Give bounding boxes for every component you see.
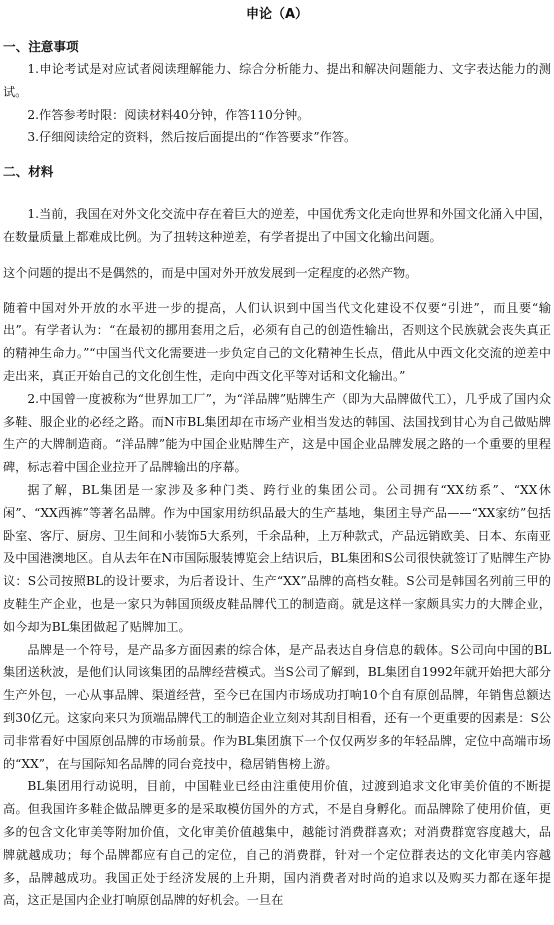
page-title: 申论（A） <box>245 7 309 22</box>
notes-item-1: 1.申论考试是对应试者阅读理解能力、综合分析能力、提出和解决问题能力、文字表达能力的测试。 <box>3 62 551 99</box>
section-heading-notes: 一、注意事项 <box>3 39 79 54</box>
notes-item-2: 2.作答参考时限：阅读材料40分钟，作答110分钟。 <box>27 107 310 122</box>
material-paragraph-3: 随着中国对外开放的水平进一步的提高，人们认识到中国当代文化建设不仅要“引进”，而且要“输出”。有学者认为：“在最初的挪用套用之后，必须有自己的创造性输出，否则这个民族就会丧失真正的精神生命力。”“中国当代文化需要进一步负定自己的文化精神生长点，借此从中西文化交流的逆差中走出来，真正开始自己的文化创生性，走向中西文化平等对话和文化输出。” <box>3 300 551 383</box>
section-heading-materials: 二、材料 <box>3 164 54 180</box>
notes-item-3: 3.仔细阅读给定的资料，然后按后面提出的“作答要求”作答。 <box>27 130 357 145</box>
material-paragraph-6: 品牌是一个符号，是产品多方面因素的综合体，是产品表达自身信息的载体。S公司向中国的BL集团送秋波，是他们认同该集团的品牌经营模式。当S公司了解到，BL集团自1992年就开始把大部分生产外包，一心从事品牌、渠道经营，至今已在国内市场成功打响10个自有原创品牌，年销售总额达到30亿元。这家向来只为顶端品牌代工的制造企业立刻对其刮目相看，还有一个更重要的因素是：S公司非常看好中国原创品牌的市场前景。作为BL集团旗下一个仅仅两岁多的年轻品牌，定位中高端市场的“XX”，在与国际知名品牌的同台竞技中，稳居销售榜上游。 <box>3 642 551 771</box>
material-paragraph-2: 这个问题的提出不是偶然的，而是中国对外开放发展到一定程度的必然产物。 <box>3 265 418 280</box>
material-paragraph-4: 2.中国曾一度被称为“世界加工厂”，为“洋品牌”贴牌生产（即为大品牌做代工），几乎成了国内众多鞋、服企业的必经之路。而N市BL集团却在市场产业相当发达的韩国、法国找到甘心为自己做贴牌生产的大牌制造商。“洋品牌”能为中国企业贴牌生产，这是中国企业品牌发展之路的一个重要的里程碑，标志着中国企业拉开了品牌输出的序幕。 <box>3 391 551 475</box>
material-paragraph-1: 1.当前，我国在对外文化交流中存在着巨大的逆差，中国优秀文化走向世界和外国文化涌入中国，在数量质量上都难成比例。为了扭转这种逆差，有学者提出了中国文化输出问题。 <box>3 207 551 244</box>
material-paragraph-7: BL集团用行动说明，目前，中国鞋业已经由注重使用价值，过渡到追求文化审美价值的不断提高。但我国许多鞋企做品牌更多的是采取模仿国外的方式，不是自身孵化。而品牌除了使用价值，更多的包含文化审美等附加价值，文化审美价值越集中，越能讨消费群喜欢；对消费群宽容度越大，品牌就越成功；每个品牌都应有自己的定位，自己的消费群，针对一个定位群表达的文化审美内容越多，品牌越成功。我国正处于经济发展的上升期，国内消费者对时尚的追求以及购买力都在逐年提高，这正是国内企业打响原创品牌的好机会。一旦在 <box>3 779 551 908</box>
material-paragraph-5: 据了解，BL集团是一家涉及多种门类、跨行业的集团公司。公司拥有“XX纺系”、“XX休闲”、“XX西裤”等著名品牌。作为中国家用纺织品最大的生产基地，集团主导产品——“XX家纺”包括卧室、客厅、厨房、卫生间和小装饰5大系列，千余品种，上万种款式，产品远销欧美、日本、东南亚及中国港澳地区。自从去年在N市国际服装博览会上结识后，BL集团和S公司很快就签订了贴牌生产协议：S公司按照BL的设计要求，为后者设计、生产“XX”品牌的高档女鞋。S公司是韩国名列前三甲的皮鞋生产企业，也是一家只为韩国顶级皮鞋品牌代工的制造商。就是这样一家颇具实力的大牌企业，如今却为BL集团做起了贴牌加工。 <box>3 482 551 634</box>
